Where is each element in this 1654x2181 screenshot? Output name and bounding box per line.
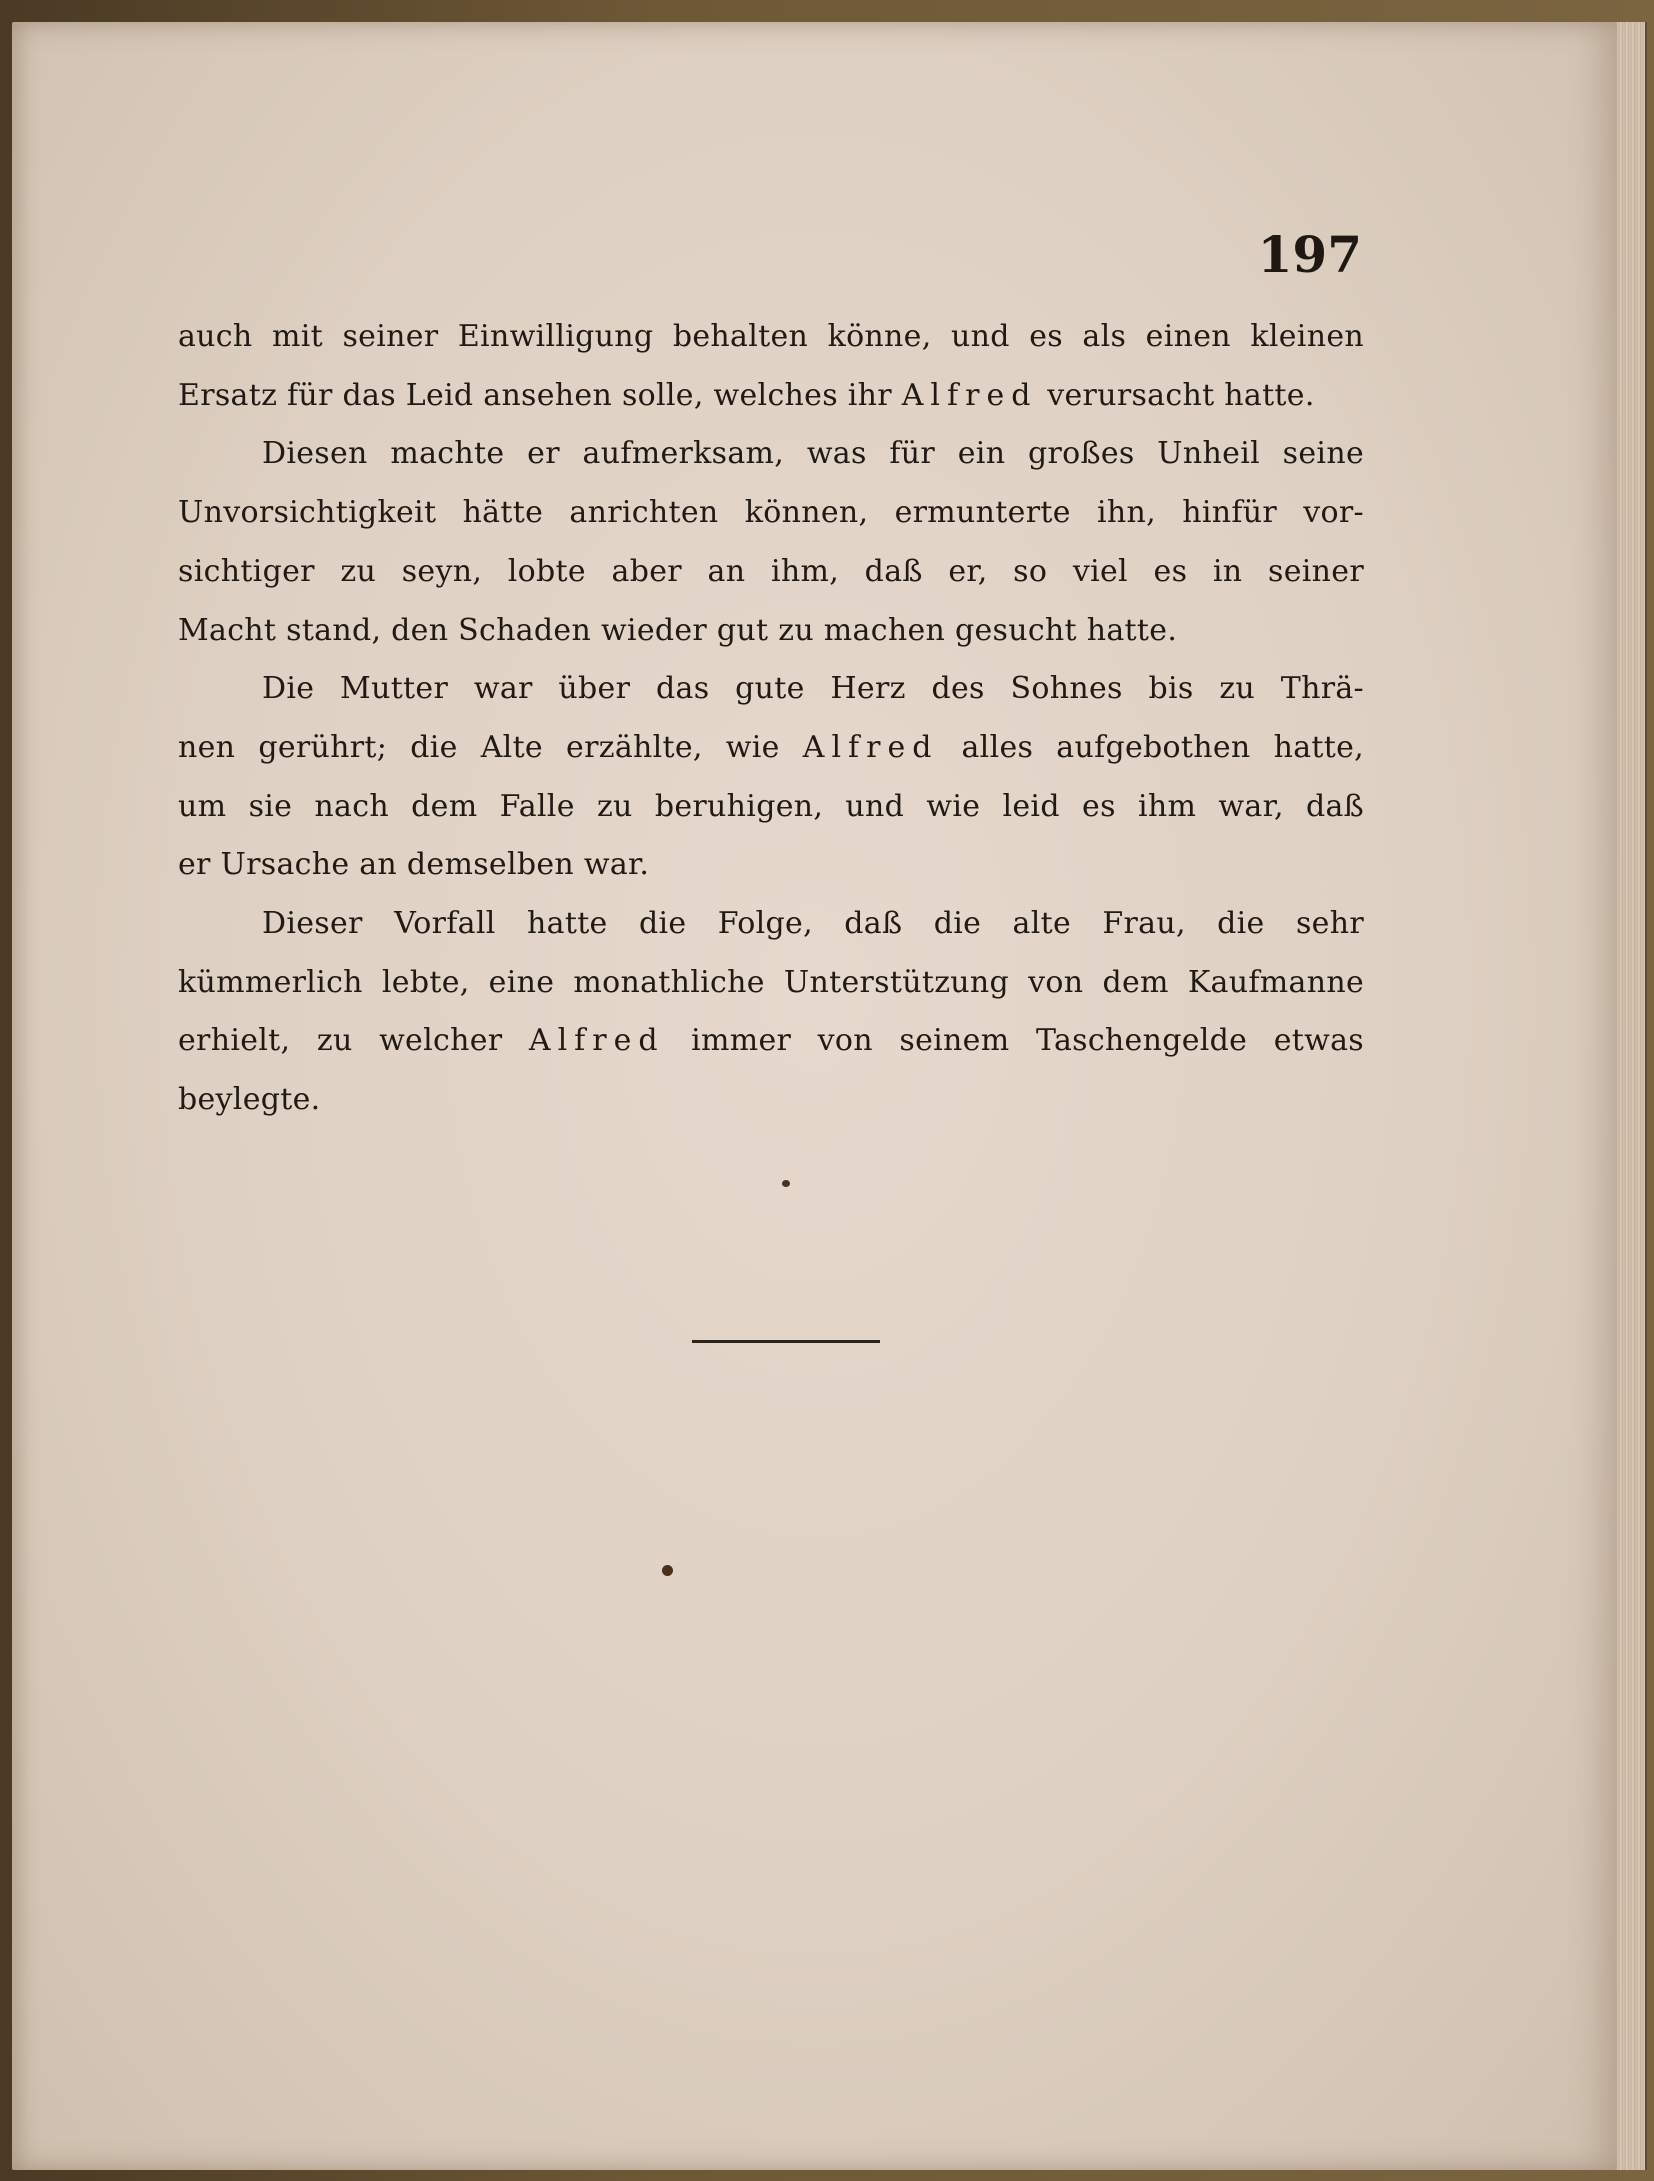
text-line bbox=[178, 895, 1364, 954]
text-segment: alles aufgebothen hatte, bbox=[938, 729, 1364, 765]
text-segment: kümmerlich lebte, eine monathliche Unterstützung von dem Kaufmanne bbox=[178, 964, 1364, 1000]
text-line bbox=[178, 719, 1364, 778]
text-line bbox=[178, 1012, 1364, 1071]
page-number: 197 bbox=[1257, 225, 1362, 284]
text-segment: auch mit seiner Einwilligung behalten könne, und es als einen kleinen bbox=[178, 319, 1364, 354]
text-line bbox=[178, 954, 1364, 1013]
spaced-name: Alfred bbox=[528, 1023, 665, 1059]
text-segment: Dieser Vorfall hatte die Folge, daß die alte Frau, die sehr bbox=[262, 906, 1364, 942]
text-segment: Die Mutter war über das gute Herz des Sohnes bis zu Thrä- bbox=[262, 671, 1364, 707]
text-line bbox=[178, 602, 1364, 661]
text-segment: erhielt, zu welcher bbox=[178, 1023, 529, 1059]
text-segment: Unvorsichtigkeit hätte anrichten können, ermunterte ihn, hinfür vor- bbox=[178, 495, 1364, 531]
text-line bbox=[178, 543, 1364, 602]
text-line bbox=[178, 1071, 1364, 1130]
text-segment: sichtiger zu seyn, lobte aber an ihm, daß er, so viel es in seiner bbox=[178, 553, 1364, 589]
text-line bbox=[178, 308, 1364, 367]
spaced-name: Alfred bbox=[802, 729, 939, 765]
body-text bbox=[178, 308, 1364, 1130]
text-segment: um sie nach dem Falle zu beruhigen, und wie leid es ihm war, daß bbox=[178, 788, 1364, 824]
text-line bbox=[178, 367, 1364, 426]
text-segment: nen gerührt; die Alte erzählte, wie bbox=[178, 729, 803, 765]
ink-spot bbox=[662, 1565, 673, 1576]
text-segment: Ersatz für das Leid ansehen solle, welches ihr bbox=[178, 377, 902, 413]
spaced-name: Alfred bbox=[901, 377, 1038, 413]
text-segment: er Ursache an demselben war. bbox=[178, 847, 650, 883]
text-line bbox=[178, 425, 1364, 484]
ink-spot bbox=[782, 1180, 790, 1187]
text-line bbox=[178, 660, 1364, 719]
text-segment: beylegte. bbox=[178, 1082, 321, 1118]
text-segment: immer von seinem Taschengelde etwas bbox=[664, 1023, 1364, 1059]
text-segment: verursacht hatte. bbox=[1037, 377, 1315, 413]
text-segment: Macht stand, den Schaden wieder gut zu machen gesucht hatte. bbox=[178, 612, 1178, 648]
text-segment: Diesen machte er aufmerksam, was für ein großes Unheil seine bbox=[262, 436, 1364, 472]
end-rule bbox=[692, 1340, 880, 1343]
text-line bbox=[178, 484, 1364, 543]
text-line bbox=[178, 836, 1364, 895]
text-line bbox=[178, 778, 1364, 837]
